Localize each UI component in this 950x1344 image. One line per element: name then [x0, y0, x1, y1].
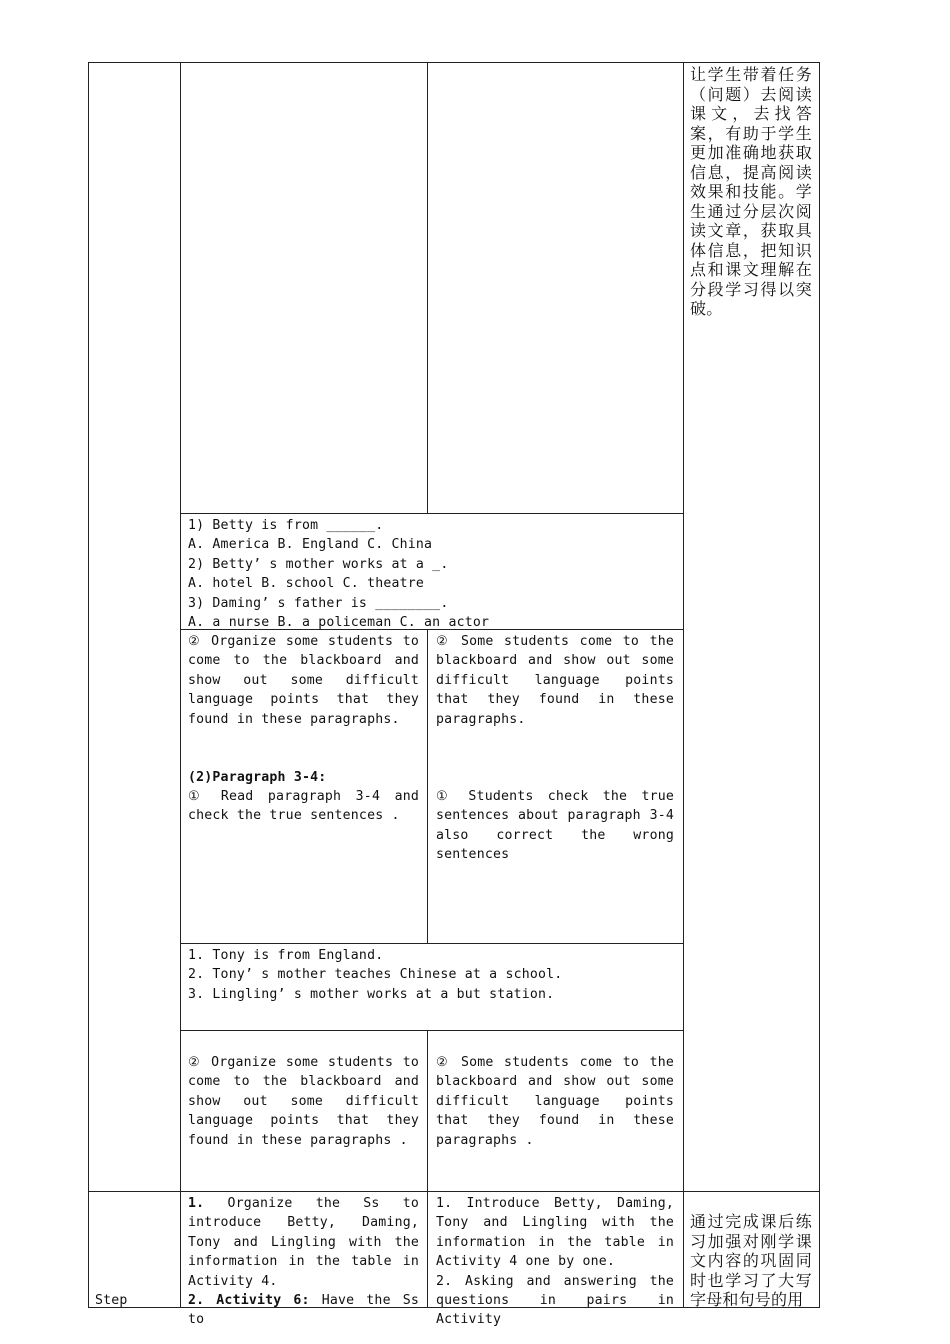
- reading-quiz-1: [188, 516, 678, 632]
- paragraph-heading: (2)Paragraph 3-4:: [188, 770, 327, 785]
- row-divider-quiz2: [180, 943, 683, 944]
- student-activity-show-1: ② Some students come to the blackboard and show out some difficult language points that they found in these paragraphs.: [436, 634, 674, 727]
- quiz-line: 1. Tony is from England.: [188, 948, 384, 963]
- teacher-step-item-2: [188, 1291, 419, 1330]
- student-step-item-2: 2. Asking and answering the questions in pairs in Activity: [436, 1273, 674, 1328]
- col-divider-1: [180, 62, 181, 1308]
- teacher-activity-organize-1: ② Organize some students to come to the blackboard and show out some difficult language points that they found in these paragraphs.: [188, 634, 419, 727]
- table-top-border: [88, 62, 819, 63]
- teacher-step-activities: [188, 1194, 419, 1330]
- col-divider-2-top: [427, 62, 428, 514]
- teacher-activity-organize-2: ② Organize some students to come to the blackboard and show out some difficult language points that they found in these paragraphs .: [188, 1055, 419, 1148]
- col-divider-2-mid: [427, 629, 428, 944]
- reading-quiz-2: [188, 946, 678, 1004]
- teacher-step-text-1: Organize the Ss to introduce Betty, Daming, Tony and Lingling with the information in the table in Activity 4.: [188, 1196, 419, 1289]
- teacher-step-text-2: Have the Ss to: [188, 1293, 419, 1328]
- quiz-line: 2. Tony’ s mother teaches Chinese at a school.: [188, 967, 563, 983]
- table-right-border: [819, 62, 820, 1308]
- student-activity-show-2: ② Some students come to the blackboard and show out some difficult language points that they found in these paragraphs .: [436, 1055, 674, 1148]
- teacher-step-number-2: 2. Activity 6:: [188, 1293, 310, 1309]
- quiz-line: A. America B. England C. China: [188, 537, 433, 553]
- col-divider-2-bottom: [427, 1030, 428, 1308]
- row-divider-block3: [180, 1030, 683, 1031]
- quiz-line: 1) Betty is from ______.: [188, 518, 384, 533]
- student-activity-check: ① Students check the true sentences about paragraph 3-4 also correct the wrong sentences: [436, 789, 674, 863]
- step-label: Step: [95, 1293, 128, 1308]
- row-divider-step: [88, 1191, 819, 1192]
- student-step-item-1: 1. Introduce Betty, Daming, Tony and Lingling with the information in the table in Activity 4 one by one.: [436, 1196, 674, 1270]
- col-divider-3: [683, 62, 684, 1308]
- quiz-line: 3) Daming’ s father is ________.: [188, 595, 449, 611]
- teacher-step-item-1: [188, 1194, 419, 1291]
- row-divider-quiz1: [180, 513, 683, 514]
- quiz-line: A. a nurse B. a policeman C. an actor: [188, 615, 490, 631]
- teacher-step-number-1: 1.: [188, 1196, 205, 1211]
- teacher-activity-read: ① Read paragraph 3-4 and check the true sentences .: [188, 789, 419, 824]
- purpose-note-top: 让学生带着任务（问题）去阅读课文，去找答案，有助于学生更加准确地获取信息，提高阅读效果和技能。学生通过分层次阅读文章，获取具体信息，把知识点和课文理解在分段学习得以突破。: [690, 65, 812, 318]
- quiz-line: 2) Betty’ s mother works at a _.: [188, 556, 449, 572]
- student-step-activities: [436, 1194, 674, 1330]
- table-left-border: [88, 62, 89, 1308]
- purpose-note-bottom: 通过完成课后练习加强对刚学课文内容的巩固同时也学习了大写字母和句号的用: [690, 1212, 812, 1309]
- quiz-line: 3. Lingling’ s mother works at a but station.: [188, 986, 555, 1002]
- quiz-line: A. hotel B. school C. theatre: [188, 576, 425, 592]
